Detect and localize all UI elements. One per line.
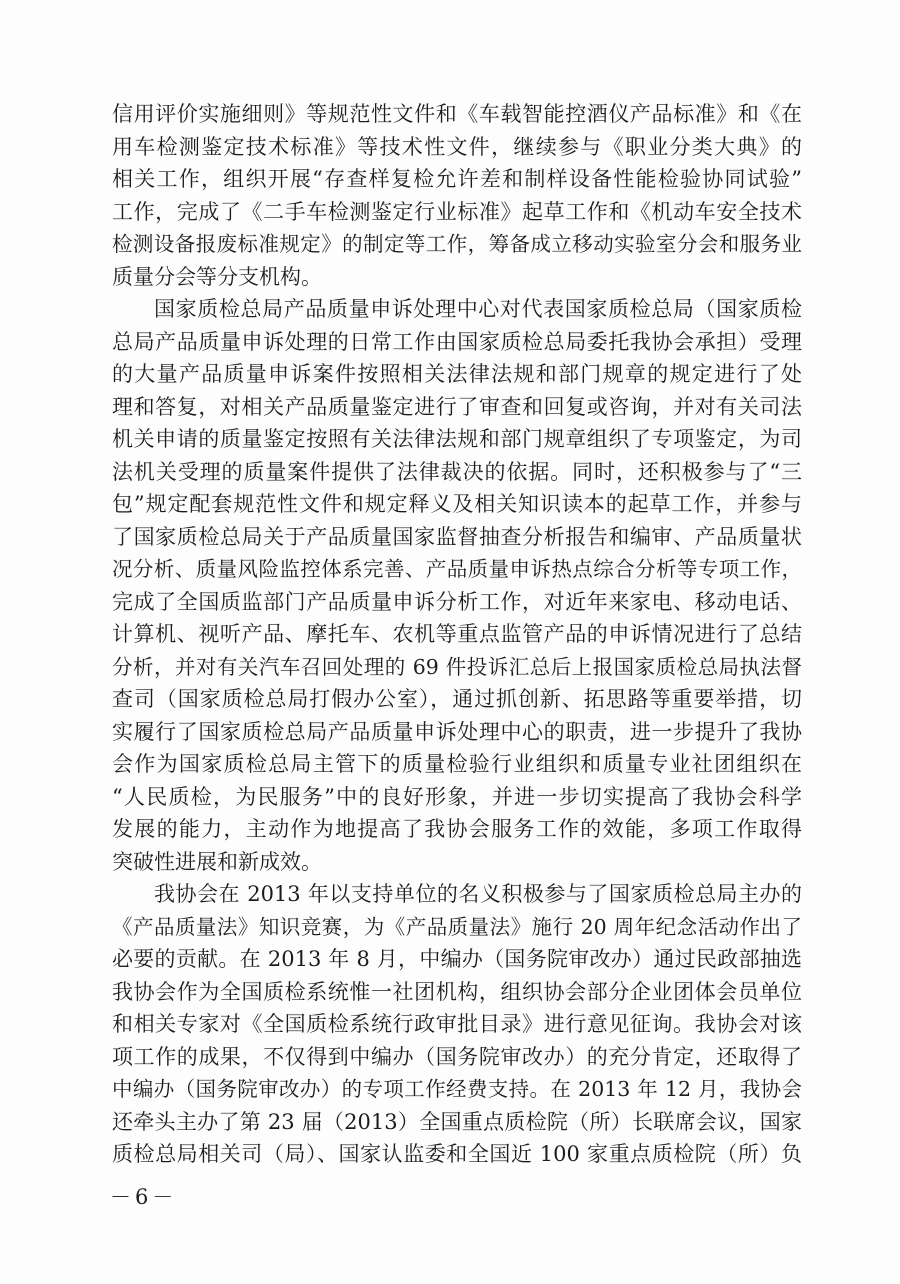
text-line: 包”规定配套规范性文件和规定释义及相关知识读本的起草工作，并参与 [112, 492, 802, 516]
text-line: 总局产品质量申诉处理的日常工作由国家质检总局委托我协会承担）受理 [112, 329, 802, 354]
text-line: 《产品质量法》知识竞赛，为《产品质量法》施行 20 周年纪念活动作出了 [112, 914, 802, 939]
text-line: 检测设备报废标准规定》的制定等工作，筹备成立移动实验室分会和服务业 [112, 232, 802, 256]
text-line: 必要的贡献。在 2013 年 8 月，中编办（国务院审改办）通过民政部抽选 [112, 947, 802, 971]
text-line: 的大量产品质量申诉案件按照相关法律法规和部门规章的规定进行了处 [112, 362, 802, 386]
text-line: 国家质检总局产品质量申诉处理中心对代表国家质检总局（国家质检 [154, 297, 802, 321]
paragraph-3 [112, 878, 802, 1171]
text-line: 会作为国家质检总局主管下的质量检验行业组织和质量专业社团组织在 [112, 752, 802, 776]
paragraph-2 [112, 293, 802, 878]
page-number: －6－ [110, 1185, 178, 1209]
text-line: 况分析、质量风险监控体系完善、产品质量申诉热点综合分析等专项工作， [112, 557, 802, 581]
text-line: 用车检测鉴定技术标准》等技术性文件，继续参与《职业分类大典》的 [112, 134, 802, 159]
text-line: “人民质检，为民服务”中的良好形象，并进一步切实提高了我协会科学 [112, 784, 802, 809]
text-line: 计算机、视听产品、摩托车、农机等重点监管产品的申诉情况进行了总结 [112, 622, 802, 646]
text-line: 中编办（国务院审改办）的专项工作经费支持。在 2013 年 12 月，我协会 [112, 1077, 802, 1101]
text-line: 法机关受理的质量案件提供了法律裁决的依据。同时，还积极参与了“三 [112, 459, 802, 484]
text-line: 质量分会等分支机构。 [112, 264, 322, 289]
text-line: 相关工作，组织开展“存查样复检允许差和制样设备性能检验协同试验” [112, 167, 802, 191]
text-line: 查司（国家质检总局打假办公室），通过抓创新、拓思路等重要举措，切 [112, 687, 802, 711]
text-line: 质检总局相关司（局）、国家认监委和全国近 100 家重点质检院（所）负 [112, 1142, 802, 1166]
text-line: 机关申请的质量鉴定按照有关法律法规和部门规章组织了专项鉴定，为司 [112, 427, 802, 451]
text-line: 分析，并对有关汽车召回处理的 69 件投诉汇总后上报国家质检总局执法督 [112, 654, 802, 679]
text-line: 发展的能力，主动作为地提高了我协会服务工作的效能，多项工作取得 [112, 817, 802, 841]
text-line: 我协会作为全国质检系统惟一社团机构，组织协会部分企业团体会员单位 [112, 979, 802, 1004]
text-line: 了国家质检总局关于产品质量国家监督抽查分析报告和编审、产品质量状 [112, 524, 802, 549]
text-line: 突破性进展和新成效。 [112, 849, 322, 874]
text-line: 完成了全国质监部门产品质量申诉分析工作，对近年来家电、移动电话、 [112, 589, 802, 614]
text-line: 实履行了国家质检总局产品质量申诉处理中心的职责，进一步提升了我协 [112, 719, 802, 744]
text-line: 工作，完成了《二手车检测鉴定行业标准》起草工作和《机动车安全技术 [112, 199, 802, 224]
text-line: 信用评价实施细则》等规范性文件和《车载智能控酒仪产品标准》和《在 [112, 102, 802, 126]
paragraph-1 [112, 98, 802, 293]
text-line: 理和答复，对相关产品质量鉴定进行了审查和回复或咨询，并对有关司法 [112, 394, 802, 419]
text-line: 和相关专家对《全国质检系统行政审批目录》进行意见征询。我协会对该 [112, 1012, 802, 1036]
text-line: 项工作的成果，不仅得到中编办（国务院审改办）的充分肯定，还取得了 [112, 1044, 802, 1069]
text-line: 我协会在 2013 年以支持单位的名义积极参与了国家质检总局主办的 [154, 882, 802, 906]
document-body [112, 98, 802, 1171]
text-line: 还牵头主办了第 23 届（2013）全国重点质检院（所）长联席会议，国家 [112, 1109, 802, 1134]
